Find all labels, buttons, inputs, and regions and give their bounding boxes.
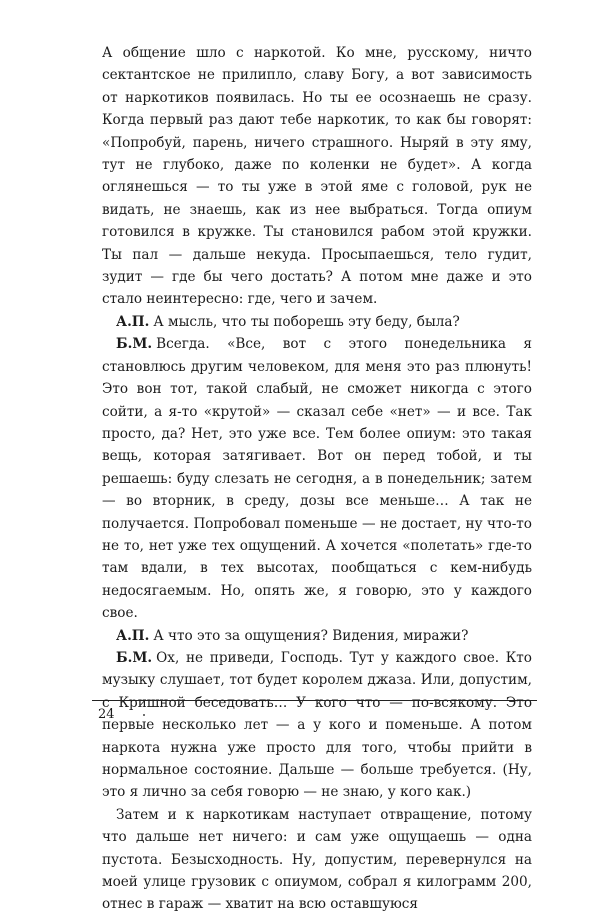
speaker-label: Б.М. bbox=[116, 649, 153, 666]
book-page-body bbox=[102, 42, 532, 916]
paragraph-continuation bbox=[102, 804, 532, 916]
paragraph-question-1 bbox=[102, 311, 532, 333]
speaker-label: А.П. bbox=[116, 313, 150, 330]
paragraph-text: А что это за ощущения? Видения, миражи? bbox=[153, 627, 469, 644]
page-number: 24 bbox=[98, 707, 115, 722]
paragraph-answer-2 bbox=[102, 647, 532, 804]
paragraph-intro bbox=[102, 42, 532, 311]
speaker-label: А.П. bbox=[116, 627, 150, 644]
speaker-label: Б.М. bbox=[116, 336, 153, 353]
paragraph-question-2 bbox=[102, 625, 532, 647]
paragraph-text: А мысль, что ты поборешь эту беду, была? bbox=[153, 313, 460, 330]
paragraph-text: Ох, не приведи, Господь. Тут у каждого свое. Кто музыку слушает, тот будет королем джаза. Или, допустим, с Кришной беседовать… У кого что — по-всякому. Это первые несколько лет — а у кого и поменьше. А потом наркота нужна уже просто для того, чтобы прийти в нормальное состояние. Дальше — больше требуется. (Ну, это я лично за себя говорю — не знаю, у кого как.) bbox=[102, 649, 532, 801]
footer-rule bbox=[92, 700, 537, 701]
paragraph-answer-1 bbox=[102, 333, 532, 624]
paragraph-text: Всегда. «Все, вот с этого понедельника я становлюсь другим человеком, для меня это раз плюнуть! Это вон тот, такой слабый, не сможет никогда с этого сойти, а я-то «крутой» — сказал себе «нет» — и все. Так просто, да? Нет, это уже все. Тем более опиум: это такая вещь, которая затягивает. Вот он перед тобой, и ты решаешь: буду слезать не сегодня, а в понедельник; затем — во вторник, в среду, дозы все меньше… А так не получается. Попробовал поменьше — не достает, ну что-то не то, нет уже тех ощущений. А хочется «полетать» где-то там вдали, в тех высотах, пообщаться с кем-нибудь недосягаемым. Но, опять же, я говорю, это у каждого свое. bbox=[102, 336, 532, 622]
print-speck bbox=[143, 714, 145, 716]
paragraph-text: Затем и к наркотикам наступает отвращение, потому что дальше нет ничего: и сам уже ощущаешь — одна пустота. Безысходность. Ну, допустим, перевернулся на моей улице грузовик с опиумом, собрал я килограмм 200, отнес в гараж — хватит на всю оставшуюся bbox=[102, 806, 532, 913]
paragraph-text: А общение шло с наркотой. Ко мне, русскому, ничто сектантское не прилипло, славу Богу, а вот зависимость от наркотиков появилась. Но ты ее осознаешь не сразу. Когда первый раз дают тебе наркотик, то как бы говорят: «Попробуй, парень, ничего страшного. Ныряй в эту яму, тут не глубоко, даже по коленки не будет». А когда оглянешься — то ты уже в этой яме с головой, рук не видать, не знаешь, как из нее выбраться. Тогда опиум готовился в кружке. Ты становился рабом этой кружки. Ты пал — дальше некуда. Просыпаешься, тело гудит, зудит — где бы чего достать? А потом мне даже и это стало неинтересно: где, чего и зачем. bbox=[102, 45, 532, 308]
